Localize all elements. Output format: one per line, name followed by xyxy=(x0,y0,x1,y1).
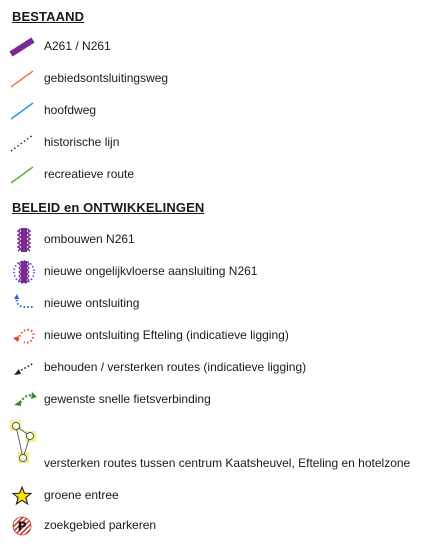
legend-item: P zoekgebied parkeren xyxy=(0,514,437,538)
legend-item: recreatieve route xyxy=(0,163,437,187)
legend-item: gewenste snelle fietsverbinding xyxy=(0,388,437,412)
legend-item: A261 / N261 xyxy=(0,35,437,59)
legend-item: nieuwe ongelijkvloerse aansluiting N261 xyxy=(0,260,437,284)
black-dotted-arrow-icon xyxy=(6,356,38,380)
star-icon xyxy=(6,484,38,508)
legend-item: nieuwe ontsluiting Efteling (indicatieve ligging) xyxy=(0,324,437,348)
legend-item: nieuwe ontsluiting xyxy=(0,292,437,316)
section-title-existing: BESTAAND xyxy=(12,9,85,24)
blue-dotted-arrow-icon xyxy=(6,292,38,316)
route-network-icon xyxy=(6,418,38,474)
dotted-line-icon xyxy=(6,131,38,155)
legend-item: historische lijn xyxy=(0,131,437,155)
green-line-icon xyxy=(6,163,38,187)
legend-item: hoofdweg xyxy=(0,99,437,123)
parking-icon xyxy=(6,514,38,538)
legend-item: ombouwen N261 xyxy=(0,228,437,252)
orange-line-icon xyxy=(6,67,38,91)
legend-item: gebiedsontsluitingsweg xyxy=(0,67,437,91)
legend-item: groene entree xyxy=(0,484,437,508)
interchange-icon xyxy=(6,260,38,284)
svg-text:P: P xyxy=(17,519,27,534)
section-title-policy: BELEID en ONTWIKKELINGEN xyxy=(12,200,205,215)
legend-item: behouden / versterken routes (indicatieve ligging) xyxy=(0,356,437,380)
legend-item: versterken routes tussen centrum Kaatsheuvel, Efteling en hotelzone xyxy=(0,418,437,474)
blue-line-icon xyxy=(6,99,38,123)
zigzag-purple-icon xyxy=(6,228,38,252)
red-dotted-arrow-icon xyxy=(6,324,38,348)
thick-purple-line-icon xyxy=(6,35,38,59)
green-dotted-arrow-icon xyxy=(6,388,38,412)
